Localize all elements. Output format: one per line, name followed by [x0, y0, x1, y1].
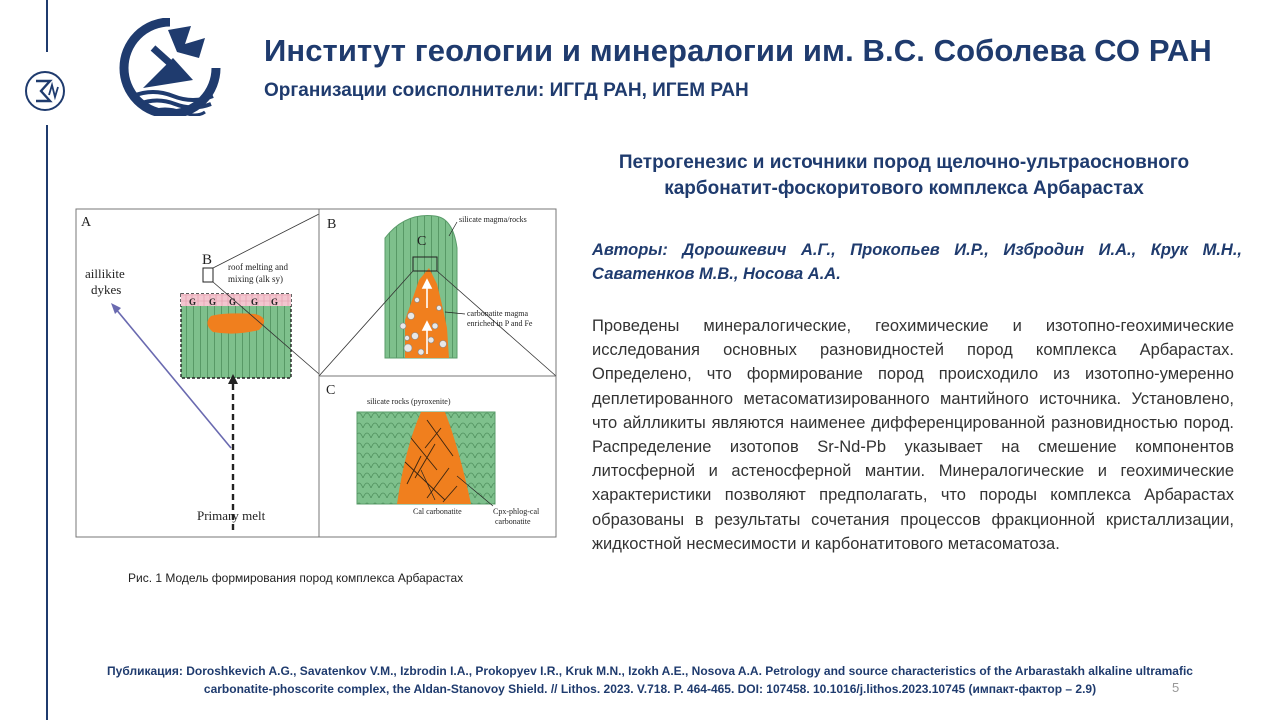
figure-caption: Рис. 1 Модель формирования пород комплекса Арбарастах	[128, 571, 464, 585]
roof-label-line1: roof melting and	[228, 262, 288, 272]
carbonatite-label-line1: carbonatite magma	[467, 309, 529, 318]
inset-c-letter: C	[417, 234, 427, 249]
layer-mark: G	[189, 297, 197, 307]
institute-title: Институт геологии и минералогии им. В.С. Соболева СО РАН	[264, 33, 1212, 68]
page-number: 5	[1172, 680, 1180, 695]
publication-reference: Публикация: Doroshkevich A.G., Savatenkov V.M., Izbrodin I.A., Prokopyev I.R., Kruk M.N., Izokh A.E., Nosova A.A. Petrology and source characteristics of the Arbarastakh alkaline ultramafic carbonatite-phoscorite complex, the Aldan-Stanovoy Shield. // Lithos. 2023. V.718. P. 464-465. DOI: 107458. 10.1016/j.lithos.2023.10745 (импакт-фактор – 2.9)	[107, 664, 1193, 696]
layer-mark: G	[251, 297, 259, 307]
paper-title: Петрогенезис и источники пород щелочно-ультраосновного карбонатит-фоскоритового комплекса Арбарастах	[618, 152, 1190, 199]
panel-a-letter: A	[81, 215, 92, 230]
aillikite-label-line2: dykes	[91, 282, 122, 297]
paper-abstract: Проведены минералогические, геохимические и изотопно-геохимические исследования основных разновидностей пород комплекса Арбарастах. Определено, что формирование пород происходило из изотопно-умеренно деплетированного метасоматизированного мантийного источника. Установлено, что айлликиты являются наименее дифференцированной разновидностью пород. Распределение изотопов Sr-Nd-Pb указывает на смешение компонентов литосферной и астеносферной мантии. Минералогические и геохимические характеристики позволяют предполагать, что породы комплекса Арбарастах образованы в результаты сочетания процессов фракционной кристаллизации, жидкостной несмесимости и карбонатитового метасоматоза.	[592, 317, 1234, 553]
layer-mark: G	[271, 297, 279, 307]
roof-label-line2: mixing (alk sy)	[228, 274, 283, 284]
panel-b	[319, 209, 556, 376]
left-rule-bottom	[46, 125, 48, 720]
layer-mark: G	[209, 297, 217, 307]
institute-logo-icon	[113, 18, 228, 116]
inset-b-marker	[203, 268, 213, 282]
panel-c-letter: C	[326, 383, 336, 398]
coexecutors-line: Организации соисполнители: ИГГД РАН, ИГЕМ РАН	[264, 80, 749, 101]
panel-c	[319, 376, 556, 537]
cal-carbonatite-label: Cal carbonatite	[413, 507, 462, 516]
panel-a	[76, 209, 319, 537]
panel-a-carbonatite-body	[207, 313, 264, 333]
sigma-logo-icon	[22, 68, 68, 114]
carbonatite-label-line2: enriched in P and Fe	[467, 319, 533, 328]
inset-b-letter: B	[202, 252, 213, 268]
primary-melt-label: Primary melt	[197, 508, 266, 523]
panel-b-letter: B	[327, 217, 337, 232]
aillikite-label-line1: aillikite	[85, 266, 125, 281]
layer-mark: G	[229, 297, 237, 307]
silicate-rocks-label: silicate rocks (pyroxenite)	[367, 397, 451, 406]
cpx-label-line1: Cpx-phlog-cal	[493, 507, 540, 516]
silicate-magma-label: silicate magma/rocks	[459, 215, 527, 224]
cpx-label-line2: carbonatite	[495, 517, 531, 526]
left-rule-top	[46, 0, 48, 52]
formation-model-figure	[75, 208, 557, 538]
paper-authors: Авторы: Дорошкевич А.Г., Прокопьев И.Р., Избродин И.А., Крук М.Н., Саватенков М.В., Носова А.А.	[592, 241, 1242, 283]
